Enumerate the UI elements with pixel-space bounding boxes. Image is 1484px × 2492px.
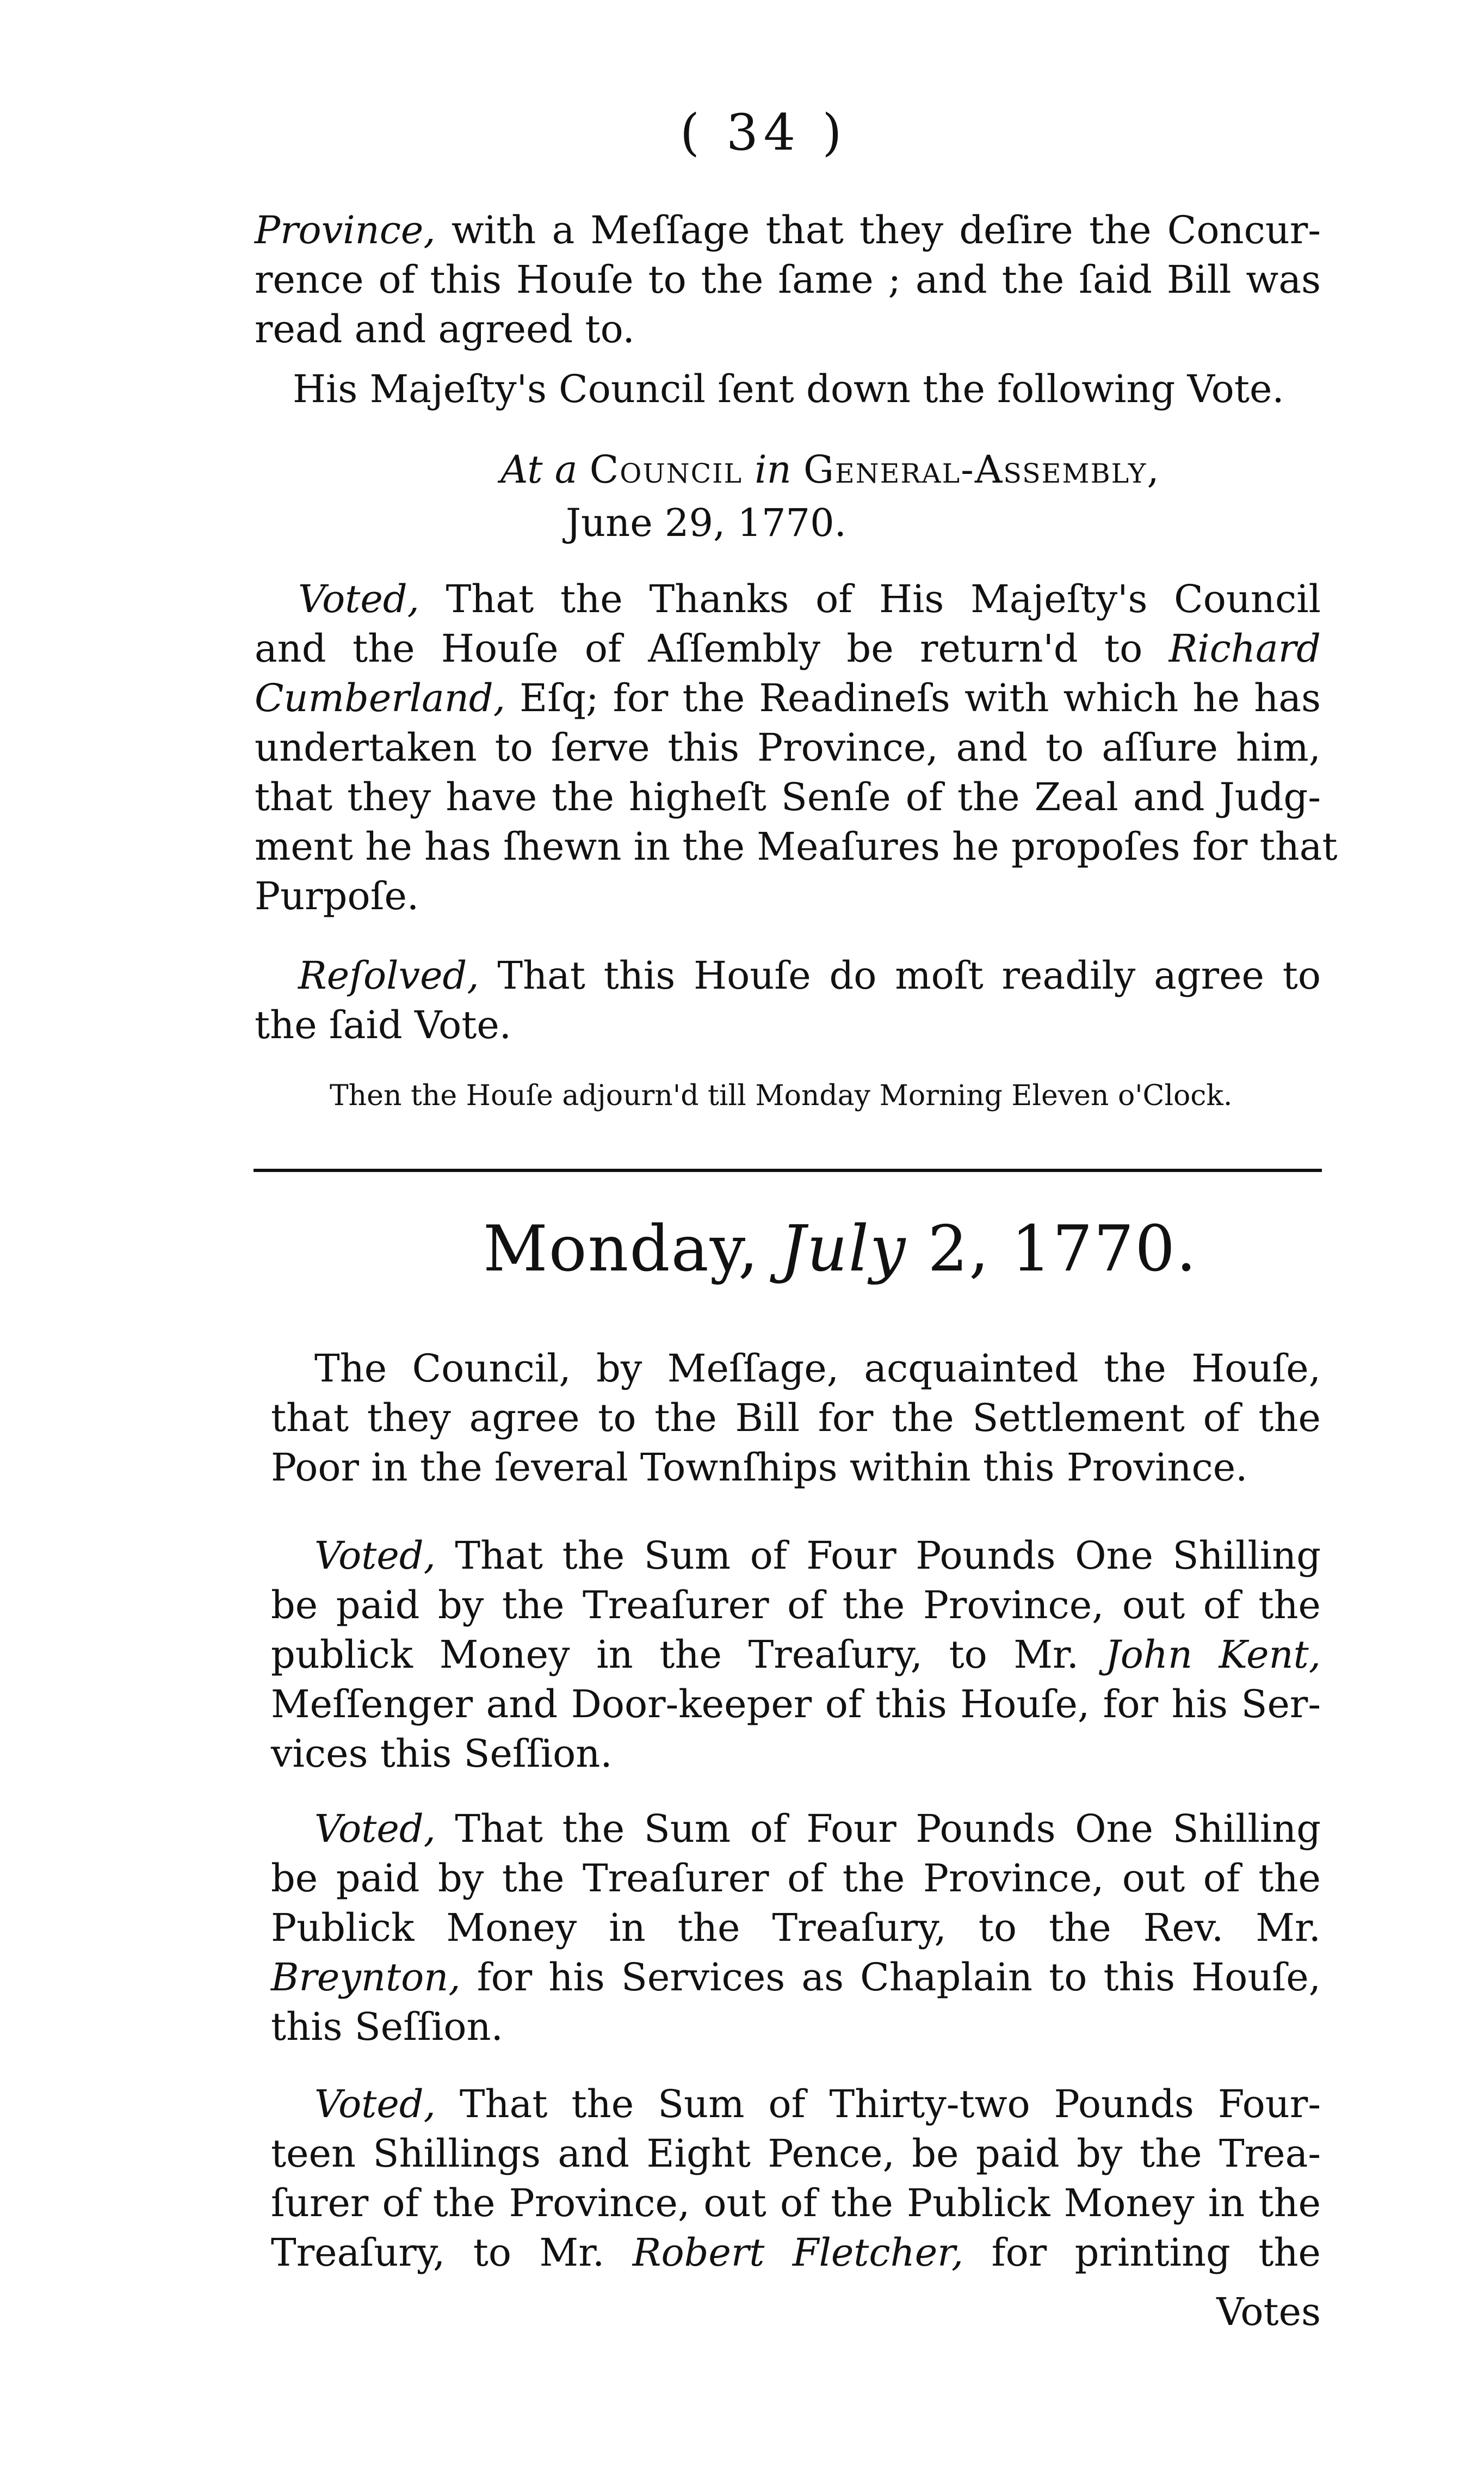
text-line: Meſſenger and Door-keeper of this Houſe, for his Ser- [271, 1682, 1321, 1726]
text-line: Breynton, for his Services as Chaplain to this Houſe, [271, 1955, 1321, 2000]
text-line: His Majeſty's Council ſent down the following Vote. [293, 367, 1284, 411]
adjournment-note: Then the Houſe adjourn'd till Monday Morning Eleven o'Clock. [330, 1080, 1233, 1112]
section-divider [253, 1169, 1322, 1172]
text-line: Voted, That the Thanks of His Majeſty's Council [298, 577, 1321, 621]
text-line: The Council, by Meſſage, acquainted the Houſe, [314, 1346, 1321, 1391]
text-line: undertaken to ſerve this Province, and to aſſure him, [255, 725, 1321, 770]
text-line: and the Houſe of Aſſembly be return'd to Richard [255, 626, 1321, 671]
paragraph-vote-fletcher [271, 2080, 1321, 2278]
text-line: vices this Seſſion. [271, 1731, 613, 1776]
date-heading: Monday, July 2, 1770. [483, 1212, 1197, 1286]
council-date [566, 498, 846, 548]
text-line: the ſaid Vote. [255, 1003, 512, 1047]
council-date-line: June 29, 1770. [566, 501, 846, 545]
council-heading-line: At a Council in General-Assembly, [500, 447, 1160, 492]
text-line: Voted, That the Sum of Four Pounds One Shilling [314, 1806, 1321, 1851]
paragraph-vote-breynton [271, 1804, 1321, 2052]
text-line: teen Shillings and Eight Pence, be paid by the Trea- [271, 2131, 1321, 2176]
text-line: Poor in the ſeveral Townſhips within this Province. [271, 1445, 1248, 1490]
text-line: Treaſury, to Mr. Robert Fletcher, for printing the [271, 2230, 1321, 2275]
text-line: Voted, That the Sum of Thirty-two Pounds Four- [314, 2082, 1321, 2126]
text-line: that they have the higheſt Senſe of the Zeal and Judg- [255, 775, 1321, 819]
text-line: be paid by the Treaſurer of the Province, out of the [271, 1583, 1321, 1627]
text-line: rence of this Houſe to the ſame ; and the ſaid Bill was [255, 257, 1321, 302]
text-line: this Seſſion. [271, 2004, 503, 2049]
text-line: Province, with a Meſſage that they deſire the Concur- [255, 208, 1321, 252]
paragraph-vote-kent [271, 1531, 1321, 1779]
council-heading [500, 445, 1273, 495]
paragraph-vote-thanks [255, 575, 1338, 921]
text-line: ſurer of the Province, out of the Publick Money in the [271, 2181, 1321, 2225]
text-line: Purpoſe. [255, 874, 419, 918]
paragraph-council-vote-intro [293, 365, 1326, 414]
text-line: Publick Money in the Treaſury, to the Rev. Mr. [271, 1905, 1321, 1950]
text-line: Voted, That the Sum of Four Pounds One Shilling [314, 1533, 1321, 1578]
text-line: Cumberland, Eſq; for the Readineſs with which he has [255, 676, 1321, 720]
paragraph-resolved [255, 951, 1321, 1050]
text-line: ment he has ſhewn in the Meaſures he propoſes for that [255, 824, 1338, 869]
catchword: Votes [1216, 2290, 1321, 2334]
text-line: publick Money in the Treaſury, to Mr. John Kent, [271, 1632, 1321, 1677]
text-line: read and agreed to. [255, 307, 635, 351]
paragraph-council-message [271, 1344, 1321, 1492]
text-line: be paid by the Treaſurer of the Province, out of the [271, 1856, 1321, 1901]
text-line: that they agree to the Bill for the Settlement of the [271, 1396, 1321, 1440]
paragraph-province-bill [255, 206, 1321, 354]
page-number: ( 34 ) [680, 103, 848, 162]
text-line: Reſolved, That this Houſe do moſt readily agree to [298, 953, 1321, 998]
